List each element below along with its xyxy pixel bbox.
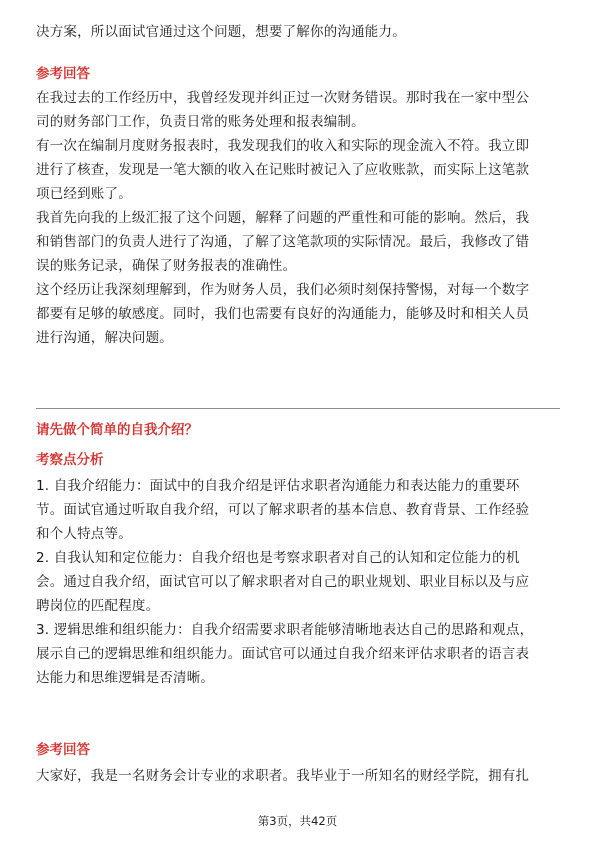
answer-heading: 参考回答 — [36, 742, 90, 758]
analysis-heading: 考察点分析 — [36, 452, 104, 468]
section2-answer-heading-block — [36, 740, 560, 760]
body-line: 都要有足够的敏感度。同时，我们也需要有良好的沟通能力，能够及时和相关人员 — [36, 306, 530, 322]
body-line: 这个经历让我深刻理解到，作为财务人员，我们必须时刻保持警惕，对每一个数字 — [36, 282, 530, 298]
body-line: 2. 自我认知和定位能力：自我介绍也是考察求职者对自己的认知和定位能力的机 — [36, 550, 520, 566]
answer-heading: 参考回答 — [36, 66, 90, 82]
body-line: 会。通过自我介绍，面试官可以了解求职者对自己的职业规划、职业目标以及与应 — [36, 574, 530, 590]
body-line: 和销售部门的负责人进行了沟通，了解了这笔款项的实际情况。最后，我修改了错 — [36, 234, 530, 250]
body-line: 达能力和思维逻辑是否清晰。 — [36, 670, 215, 686]
question-heading: 请先做个简单的自我介绍？ — [36, 422, 198, 438]
body-line: 聘岗位的匹配程度。 — [36, 598, 160, 614]
section1-intro — [36, 20, 560, 44]
section2-answer — [36, 764, 560, 788]
section2-question-block — [36, 420, 560, 440]
body-line: 展示自己的逻辑思维和组织能力。面试官可以通过自我介绍来评估求职者的语言表 — [36, 646, 530, 662]
body-line: 项已经到账了。 — [36, 186, 132, 202]
body-line: 司的财务部门工作，负责日常的账务处理和报表编制。 — [36, 114, 365, 130]
body-line: 进行了核查，发现是一笔大额的收入在记账时被记入了应收账款，而实际上这笔款 — [36, 162, 530, 178]
section1-answer-heading-block — [36, 64, 560, 84]
body-line: 3. 逻辑思维和组织能力：自我介绍需要求职者能够清晰地表达自己的思路和观点， — [36, 622, 534, 638]
section-divider — [36, 408, 560, 409]
body-line: 大家好，我是一名财务会计专业的求职者。我毕业于一所知名的财经学院，拥有扎 — [36, 768, 530, 784]
body-line: 1. 自我介绍能力：面试中的自我介绍是评估求职者沟通能力和表达能力的重要环 — [36, 478, 520, 494]
body-line: 和个人特点等。 — [36, 526, 132, 542]
section2-analysis — [36, 474, 560, 690]
body-line: 误的账务记录，确保了财务报表的准确性。 — [36, 258, 297, 274]
section1-answer — [36, 86, 560, 350]
body-line: 我首先向我的上级汇报了这个问题，解释了问题的严重性和可能的影响。然后，我 — [36, 210, 530, 226]
section2-analysis-heading-block — [36, 450, 560, 470]
body-line: 有一次在编制月度财务报表时，我发现我们的收入和实际的现金流入不符。我立即 — [36, 138, 530, 154]
body-line: 节。面试官通过听取自我介绍，可以了解求职者的基本信息、教育背景、工作经验 — [36, 502, 530, 518]
body-line: 决方案，所以面试官通过这个问题，想要了解你的沟通能力。 — [36, 24, 406, 40]
body-line: 进行沟通，解决问题。 — [36, 330, 173, 346]
body-line: 在我过去的工作经历中，我曾经发现并纠正过一次财务错误。那时我在一家中型公 — [36, 90, 530, 106]
page-number: 第3页，共42页 — [257, 814, 338, 828]
